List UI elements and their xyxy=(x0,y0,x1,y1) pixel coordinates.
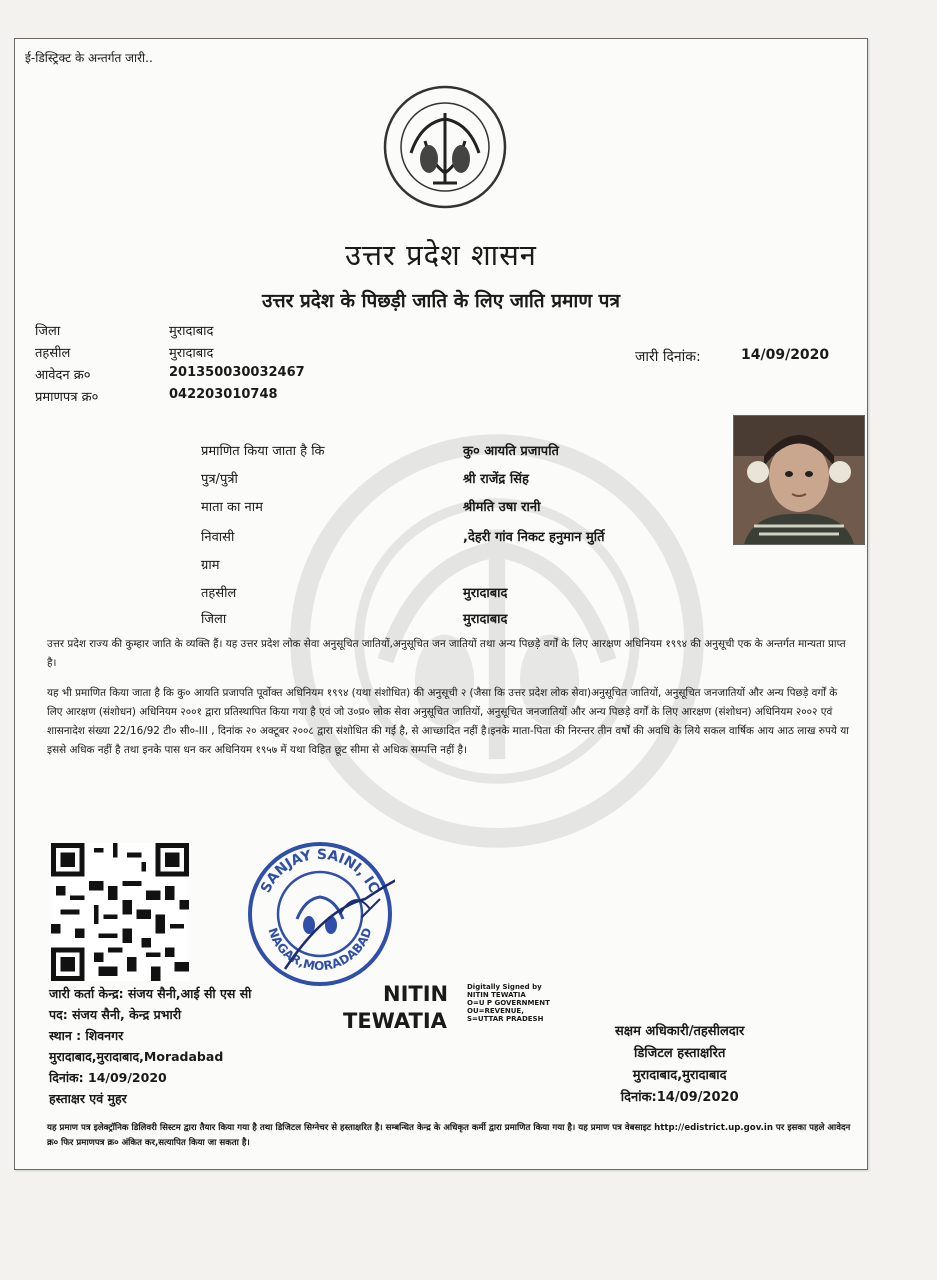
district-value: मुरादाबाद xyxy=(169,324,214,339)
seal-text-top: SANJAY SAINI, IC xyxy=(257,846,383,896)
field-label: तहसील xyxy=(201,586,237,601)
application-label: आवेदन क्र० xyxy=(35,368,91,383)
certificate-label: प्रमाणपत्र क्र० xyxy=(35,390,99,405)
field-label: प्रमाणित किया जाता है कि xyxy=(201,444,325,459)
field-label: ग्राम xyxy=(201,558,220,573)
authority-location: मुरादाबाद,मुरादाबाद xyxy=(632,1068,727,1083)
header-note: ई-डिस्ट्रिक्ट के अन्तर्गत जारी.. xyxy=(25,51,153,65)
applicant-photo xyxy=(733,415,865,545)
government-title: उत्तर प्रदेश शासन xyxy=(345,238,537,272)
field-value-mother: श्रीमति उषा रानी xyxy=(463,500,541,515)
signature-detail: Digitally Signed by xyxy=(467,983,542,991)
signature-detail: S=UTTAR PRADESH xyxy=(467,1015,544,1023)
field-value-district: मुरादाबाद xyxy=(463,612,508,627)
issuer-block xyxy=(49,983,251,1109)
issue-date: 14/09/2020 xyxy=(741,347,830,363)
certificate-title: उत्तर प्रदेश के पिछड़ी जाति के लिए जाति प्रमाण पत्र xyxy=(262,290,620,312)
authority-signed: डिजिटल हस्ताक्षरित xyxy=(633,1046,726,1061)
verification-footer: यह प्रमाण पत्र इलेक्ट्रॉनिक डिलिवरी सिस्टम द्वारा तैयार किया गया है तथा डिजिटल सिग्नेचर से हस्ताक्षरित है। सम्बन्धित केन्द्र के अधिकृत कर्मी द्वारा प्रमाणित किया गया है। यह प्रमाण पत्र वेबसाइट http://edistrict.up.gov.in पर इसका पहले आवेदन क्र० फिर प्रमाणपत्र क्र० अंकित कर,सत्यापित किया जा सकता है। xyxy=(47,1123,851,1148)
field-label: माता का नाम xyxy=(201,500,263,515)
field-label: पुत्र/पुत्री xyxy=(201,472,238,487)
issuer-place: स्थान : शिवनगर xyxy=(49,1028,124,1043)
signer-last-name: TEWATIA xyxy=(343,1009,447,1033)
authority-date: दिनांक:14/09/2020 xyxy=(620,1090,739,1105)
authority-designation: सक्षम अधिकारी/तहसीलदार xyxy=(615,1024,745,1039)
field-label: जिला xyxy=(201,612,227,627)
tehsil-label: तहसील xyxy=(35,346,71,361)
issuer-centre: जारी कर्ता केन्द्र: संजय सैनी,आई सी एस सी xyxy=(49,986,252,1001)
issuer-address: मुरादाबाद,मुरादाबाद,Moradabad xyxy=(49,1049,224,1064)
qr-code xyxy=(51,843,189,981)
field-value-residence: ,देहरी गांव निकट हनुमान मुर्ति xyxy=(463,530,605,545)
district-label: जिला xyxy=(35,324,61,339)
field-value-name: कु० आयति प्रजापति xyxy=(463,444,559,459)
issue-date-label: जारी दिनांक: xyxy=(635,349,701,365)
up-government-emblem xyxy=(381,83,509,211)
official-seal-stamp xyxy=(245,839,395,989)
tehsil-value: मुरादाबाद xyxy=(169,346,214,361)
seal-text-bottom: NAGAR,MORADABAD xyxy=(265,925,375,974)
signature-detail: O=U P GOVERNMENT xyxy=(467,999,550,1007)
certificate-sheet xyxy=(14,38,868,1170)
application-number: 201350030032467 xyxy=(169,365,305,380)
creamy-layer-statement: यह भी प्रमाणित किया जाता है कि कु० आयति प्रजापति पूर्वोक्त अधिनियम १९९४ (यथा संशोधित) की अनुसूची २ (जैसा कि उत्तर प्रदेश लोक सेवा)अनुसूचित जातियों, अनुसूचित जनजातियों और अन्य पिछड़े वर्गों के लिए आरक्षण (संशोधन) अधिनियम २००१ द्वारा प्रतिस्थापित किया गया है एवं जो उ०प्र० लोक सेवा अनुसूचित जातियों, अनुसूचित जनजातियों और अन्य पिछड़े वर्गों के लिए आरक्षण (संशोधन) अधिनियम २००२ एवं शासनादेश संख्या 22/16/92 टी० सी०-III , दिनांक २० अक्टूबर २००८ द्वारा संशोधित की गई है, से आच्छादित नहीं है।इनके माता-पिता की निरन्तर तीन वर्षों की अवधि के लिये सकल वार्षिक आय आठ लाख रुपये या इससे अधिक नहीं है तथा इनके पास धन कर अधिनियम १९५७ में यथा विहित छूट सीमा से अधिक सम्पत्ति नहीं है। xyxy=(47,687,849,756)
issuer-sign-label: हस्ताक्षर एवं मुहर xyxy=(49,1091,127,1106)
signature-detail: NITIN TEWATIA xyxy=(467,991,526,999)
issuer-date: दिनांक: 14/09/2020 xyxy=(49,1070,167,1085)
caste-statement: उत्तर प्रदेश राज्य की कुम्हार जाति के व्यक्ति हैं। यह उत्तर प्रदेश लोक सेवा अनुसूचित जातियों,अनुसूचित जन जातियों तथा अन्य पिछड़े वर्गों के लिए आरक्षण अधिनियम १९९४ की अनुसूची एक के अन्तर्गत मान्यता प्राप्त है। xyxy=(47,638,846,669)
issuer-designation: पद: संजय सैनी, केन्द्र प्रभारी xyxy=(49,1007,182,1022)
signer-first-name: NITIN xyxy=(383,982,449,1006)
field-value-father: श्री राजेंद्र सिंह xyxy=(463,472,529,487)
field-label: निवासी xyxy=(201,530,235,545)
certificate-number: 042203010748 xyxy=(169,387,278,402)
signature-detail: OU=REVENUE, xyxy=(467,1007,524,1015)
field-value-tehsil: मुरादाबाद xyxy=(463,586,508,601)
authority-block xyxy=(615,1021,744,1109)
